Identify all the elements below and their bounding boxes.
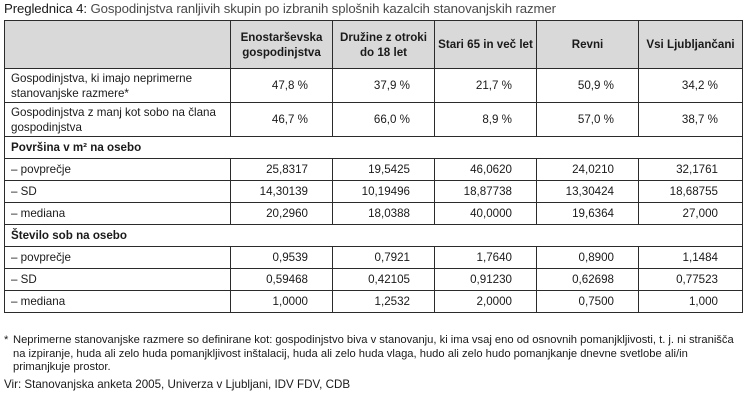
cell-value: 18,0388 — [333, 203, 435, 225]
table-row — [5, 159, 743, 181]
cell-value: 57,0 % — [537, 103, 639, 137]
cell-value: 1,7640 — [435, 247, 537, 269]
cell-value: 0,8900 — [537, 247, 639, 269]
table-row — [5, 291, 743, 313]
section-title: Število sob na osebo — [5, 225, 743, 247]
cell-value: 1,2532 — [333, 291, 435, 313]
header-row — [5, 21, 743, 69]
cell-value: 0,7921 — [333, 247, 435, 269]
cell-value: 0,91230 — [435, 269, 537, 291]
cell-value: 27,000 — [639, 203, 743, 225]
table-row — [5, 181, 743, 203]
row-label: Gospodinjstva z manj kot sobo na člana gospodinjstva — [5, 103, 231, 137]
cell-value: 19,6364 — [537, 203, 639, 225]
cell-value: 19,5425 — [333, 159, 435, 181]
cell-value: 8,9 % — [435, 103, 537, 137]
cell-value: 21,7 % — [435, 69, 537, 103]
row-label: – mediana — [5, 203, 231, 225]
cell-value: 20,2960 — [231, 203, 333, 225]
cell-value: 0,77523 — [639, 269, 743, 291]
row-label: – povprečje — [5, 159, 231, 181]
cell-value: 14,30139 — [231, 181, 333, 203]
cell-value: 0,62698 — [537, 269, 639, 291]
cell-value: 25,8317 — [231, 159, 333, 181]
table-row — [5, 203, 743, 225]
cell-value: 24,0210 — [537, 159, 639, 181]
data-table — [4, 20, 743, 313]
source-note: Vir: Stanovanjska anketa 2005, Univerza v Ljubljani, IDV FDV, CDB — [4, 378, 351, 391]
section-row — [5, 225, 743, 247]
section-row — [5, 137, 743, 159]
cell-value: 0,7500 — [537, 291, 639, 313]
cell-value: 47,8 % — [231, 69, 333, 103]
cell-value: 50,9 % — [537, 69, 639, 103]
header-all: Vsi Ljubljančani — [639, 21, 743, 69]
row-label: Gospodinjstva, ki imajo neprimerne stanovanjske razmere* — [5, 69, 231, 103]
table-row — [5, 103, 743, 137]
footnote — [4, 334, 744, 375]
header-single-parent: Enostarševska gospodinjstva — [231, 21, 333, 69]
cell-value: 13,30424 — [537, 181, 639, 203]
footnote-text: Neprimerne stanovanjske razmere so definirane kot: gospodinjstvo biva v stanovanju, ki ima vsaj eno od osnovnih pomanjkljivosti, t. j. ni stranišča na izpiranje, huda ali zelo huda pomanjkljivost inštalacij, huda ali zelo huda vlaga, hudo ali zelo hudo pomanjkanje dnevne svetlobe ali/in primanjkuje prostor. — [13, 334, 734, 374]
cell-value: 18,68755 — [639, 181, 743, 203]
cell-value: 0,9539 — [231, 247, 333, 269]
header-elderly: Stari 65 in več let — [435, 21, 537, 69]
cell-value: 32,1761 — [639, 159, 743, 181]
header-poor: Revni — [537, 21, 639, 69]
cell-value: 46,7 % — [231, 103, 333, 137]
cell-value: 2,0000 — [435, 291, 537, 313]
cell-value: 1,0000 — [231, 291, 333, 313]
cell-value: 18,87738 — [435, 181, 537, 203]
cell-value: 0,59468 — [231, 269, 333, 291]
caption-title: Gospodinjstva ranljivih skupin po izbranih splošnih kazalcih stanovanjskih razmer — [90, 1, 556, 16]
cell-value: 1,000 — [639, 291, 743, 313]
section-title: Površina v m² na osebo — [5, 137, 743, 159]
cell-value: 38,7 % — [639, 103, 743, 137]
cell-value: 1,1484 — [639, 247, 743, 269]
cell-value: 40,0000 — [435, 203, 537, 225]
row-label: – SD — [5, 269, 231, 291]
row-label: – mediana — [5, 291, 231, 313]
cell-value: 66,0 % — [333, 103, 435, 137]
table-row — [5, 269, 743, 291]
caption-label: Preglednica 4: — [4, 1, 87, 16]
footnote-marker: * — [4, 334, 9, 346]
cell-value: 0,42105 — [333, 269, 435, 291]
header-empty — [5, 21, 231, 69]
cell-value: 10,19496 — [333, 181, 435, 203]
cell-value: 37,9 % — [333, 69, 435, 103]
cell-value: 34,2 % — [639, 69, 743, 103]
table-row — [5, 247, 743, 269]
cell-value: 46,0620 — [435, 159, 537, 181]
table-caption — [4, 1, 556, 16]
row-label: – povprečje — [5, 247, 231, 269]
row-label: – SD — [5, 181, 231, 203]
header-families: Družine z otroki do 18 let — [333, 21, 435, 69]
table-row — [5, 69, 743, 103]
